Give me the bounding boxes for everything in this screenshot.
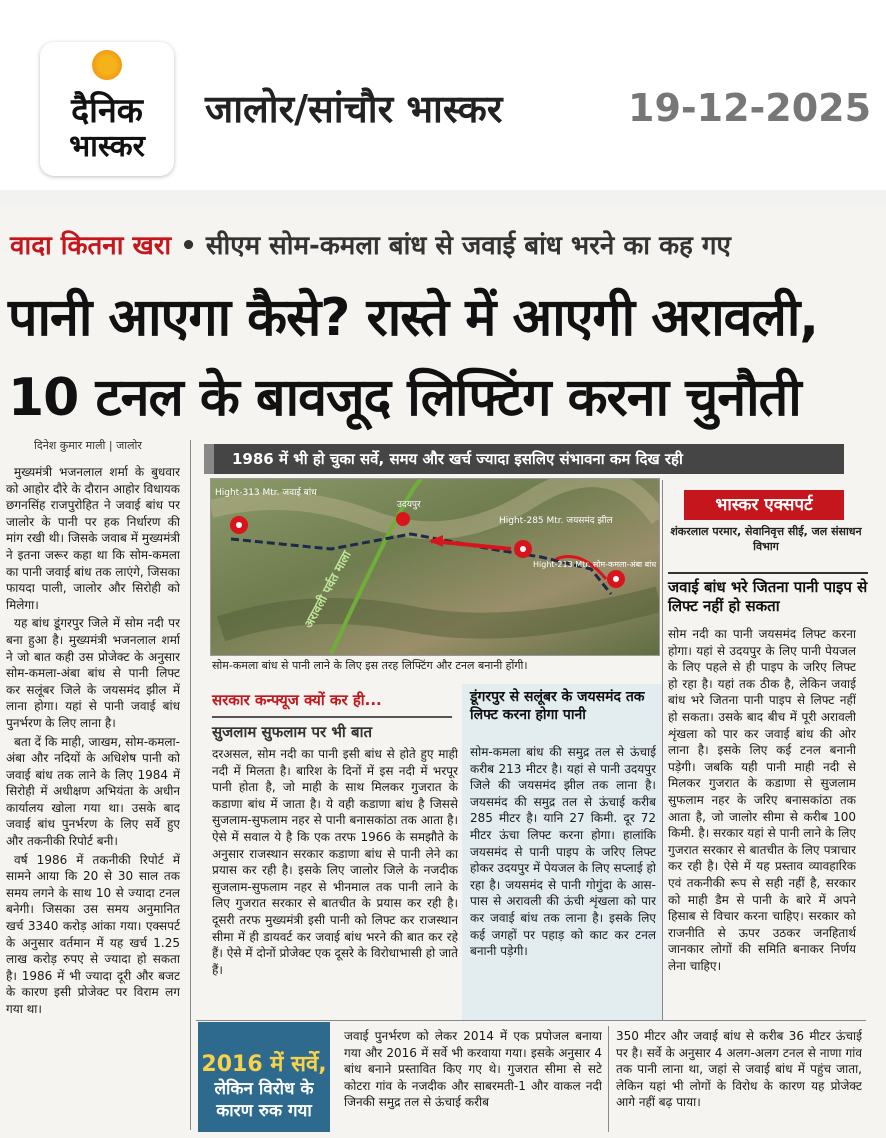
survey-2016-subtitle: लेकिन विरोध के कारण रुक गया — [214, 1079, 314, 1121]
label-jaisamand: Hight-285 Mtr. जयसमंद झील — [499, 516, 613, 526]
logo-line-1: दैनिक — [71, 91, 143, 131]
article-kicker — [10, 226, 731, 262]
article-column-2: दरअसल, सोम नदी का पानी इसी बांध से होते हुए माही नदी में मिलता है। बारिश के दिनों में इस नदी में भरपूर पानी होता है, जो माही के साथ मिलकर गुजरात के कडाणा बांध में जाता है। ये वही कडाणा बांध है जिससे सुजलाम-सुफलाम नहर से पानी बनासकांठा तक आता है। ऐसे में सवाल ये है कि एक तरफ 1966 के समझौते के अनुसार राजस्थान सरकार कडाणा बांध से पानी लेने का प्रयास कर रही है। इसके लिए जालोर जिले के नजदीक सुजलाम-सुफलाम नहर से भीनमाल तक पानी लाने के लिए गुजरात सरकार से बातचीत के प्रयास कर रही है। दूसरी तरफ मुख्यमंत्री इसी पानी को लिफ्ट कर राजस्थान सीमा में ही डायवर्ट कर जवाई बांध भरने की बात कर रहे हैं। ऐसे में दोनों प्रोजेक्ट एक दूसरे के विरोधाभासी हो जाते हैं। — [212, 747, 458, 977]
paragraph: यह बांध डूंगरपुर जिले में सोम नदी पर बना हुआ है। मुख्यमंत्री भजनलाल शर्मा ने जो बात कही उस प्रोजेक्ट के अनुसार सोम-कमला-अंबा बांध से पानी लिफ्ट कर सलूंबर जिले के जयसमंद झील में लाना होगा। यहां से पानी जवाई बांध पुनर्भरण के लिए लाना है। — [6, 616, 180, 730]
kicker-text: • सीएम सोम-कमला बांध से जवाई बांध भरने का कह गए — [180, 231, 731, 261]
column-divider — [608, 1026, 609, 1132]
route-map — [210, 478, 660, 656]
paragraph: बता दें कि माही, जाखम, सोम-कमला-अंबा और नदियों के अधिशेष पानी को जवाई बांध तक लाने के लिए 1984 में सिरोही में अधीक्षण अभियंता के अधीन कार्यालय खोला गया था। उसके बाद जवाई बांध पुनर्भरण के लिए सर्वे हुए और तकनीकी रिपोर्ट बनी। — [6, 734, 180, 849]
map-banner: 1986 में भी हो चुका सर्वे, समय और खर्च ज्यादा इसलिए संभावना कम दिख रही — [204, 444, 844, 474]
marker-udaipur — [396, 512, 410, 526]
column-divider — [662, 480, 663, 1020]
edition-date: 19-12-2025 — [628, 86, 872, 130]
headline-line-2: 10 टनल के बावजूद लिफ्टिंग करना चुनौती — [8, 368, 801, 428]
expert-name: शंकरलाल परमार, सेवानिवृत्त सीई, जल संसाधन विभाग — [670, 525, 862, 553]
article-column-3: सोम-कमला बांध की समुद्र तल से ऊंचाई करीब 213 मीटर है। यहां से पानी उदयपुर जिले की जयसमंद झील तक लाना है। जयसमंद की समुद्र तल से ऊंचाई करीब 285 मीटर है। यानि 27 किमी. दूर 72 मीटर ऊंचा लिफ्ट करना होगा। हालांकि जयसमंद से पानी पाइप के जरिए लिफ्ट होकर उदयपुर में पेयजल के लिए सप्लाई हो रहा है। जयसमंद से पानी गोगुंदा के आस-पास से अरावली की ऊंची शृंखला को पार कर जवाई बांध तक लाना है। इसके लिए कई जगहों पर पहाड़ को काट कर टनल बनानी पड़ेगी। — [470, 745, 656, 959]
sun-icon — [92, 50, 122, 80]
label-udaipur: उदयपुर — [397, 500, 421, 510]
marker-som-dam — [607, 570, 625, 588]
label-som-dam: Hight-213 Mtr. सोम-कमला-अंबा बांध — [533, 560, 657, 569]
expert-badge: भास्कर एक्सपर्ट — [684, 490, 844, 520]
logo-line-2: भास्कर — [69, 129, 145, 164]
marker-jaisamand — [514, 540, 532, 558]
marker-jawai — [230, 516, 248, 534]
kicker-label: वादा कितना खरा — [10, 231, 172, 261]
expert-headline: जवाई बांध भरे जितना पानी पाइप से लिफ्ट नहीं हो सकता — [668, 572, 868, 616]
route-map-graphic — [211, 479, 659, 655]
paragraph: वर्ष 1986 में तकनीकी रिपोर्ट में सामने आया कि 20 से 30 साल तक समय लगने के साथ 10 से ज्यादा टनल बनेगी। जिसका उस समय अनुमानित खर्च 3340 करोड़ आंका गया। एक्सपर्ट के अनुसार वर्तमान में यह खर्च 1.25 लाख करोड़ रुपए से ज्यादा हो सकता है। 1986 में भी ज्यादा दूरी और बजट के कारण इसी प्रोजेक्ट पर विराम लग गया था। — [6, 852, 180, 1016]
expert-column: सोम नदी का पानी जयसमंद लिफ्ट करना होगा। यहां से उदयपुर के लिए पानी पेयजल के लिए पहले से ही पाइप के जरिए लिफ्ट हो रहा है। यहां तक ठीक है, लेकिन जवाई बांध भरे जितना पानी पाइप से लिफ्ट नहीं हो सकता। उसके बाद बीच में पूरी अरावली शृंखला को पार कर जवाई बांध की ओर लाना है। इसके लिए कई टनल बनानी पड़ेगी। जबकि यही पानी माही नदी से मिलकर गुजरात के कडाणा से सुजलाम सुफलाम नहर के जरिए बनासकांठा तक आता है, जो जालोर सीमा से करीब 100 किमी. है। सरकार यहां से पानी लाने के लिए गुजरात सरकार से बातचीत के लिए पत्राचार कर रही है। ऐसे में यह प्रस्ताव व्यावहारिक एवं तकनीकी रूप से सही नहीं है, सरकार को माही डैम से पानी के बारे में अपने हिसाब से विचार करना चाहिए। सरकार को राजनीति से ऊपर उठकर जनहितार्थ जानकार लोगों की समिति बनाकर निर्णय लेना चाहिए। — [668, 627, 856, 973]
map-caption: सोम-कमला बांध से पानी लाने के लिए इस तरह लिफ्टिंग और टनल बनानी होंगी। — [212, 659, 528, 672]
section-subhead-sujlam: सुजलाम सुफलाम पर भी बात — [212, 716, 452, 742]
article-column-5: जवाई पुनर्भरण को लेकर 2014 में एक प्रपोजल बनाया गया और 2016 में सर्वे भी करवाया गया। इसके अनुसार 4 बांध बनाने प्रस्तावित किए गए थे। गुजरात सीमा से सटे कोटरा गांव के नजदीक और साबरमती-1 और वाकल नदी जिनकी समुद्र तल से ऊंचाई करीब — [344, 1029, 602, 1110]
byline: दिनेश कुमार माली | जालोर — [34, 439, 142, 452]
edition-title: जालोर/सांचौर भास्कर — [205, 87, 503, 131]
headline-line-1: पानी आएगा कैसे? रास्ते में आएगी अरावली, — [8, 288, 819, 348]
section-head-jaisamand: डूंगरपुर से सलूंबर के जयसमंद तक लिफ्ट करना होगा पानी — [470, 689, 645, 723]
survey-2016-title: 2016 में सर्वे, — [201, 1052, 327, 1077]
label-aravali: अरावली पर्वत माला — [301, 548, 354, 631]
paragraph: मुख्यमंत्री भजनलाल शर्मा के बुधवार को आहोर दौरे के दौरान आहोर विधायक छगनसिंह राजपुरोहित ने जवाई बांध पर जालोर के पानी पर हक निर्धारण की मांग रखी थी। जिसके जवाब में मुख्यमंत्री ने इतना जरूर कहा था कि सोम-कमला का पानी जवाई बांध तक लाएंगे, जिसका फायदा पाली, जालोर और सिरोही को मिलेगा। — [6, 465, 180, 612]
dainik-bhaskar-logo[interactable] — [40, 42, 174, 176]
column-divider — [190, 440, 191, 1130]
section-head-confuse: सरकार कन्फ्यूज क्यों कर ही... — [212, 691, 382, 709]
article-column-1 — [6, 464, 180, 1129]
label-jawai: Hight-313 Mtr. जवाई बांध — [215, 488, 317, 498]
row-divider — [196, 1020, 866, 1021]
article-column-6: 350 मीटर और जवाई बांध से करीब 36 मीटर ऊंचाई पर है। सर्वे के अनुसार 4 अलग-अलग टनल से नाणा गांव तक पानी लाना था, जहां से जवाई बांध में पहुंच जाता, लेकिन यहां भी लोगों के विरोध के कारण यह प्रोजेक्ट आगे नहीं बढ़ पाया। — [616, 1029, 862, 1110]
